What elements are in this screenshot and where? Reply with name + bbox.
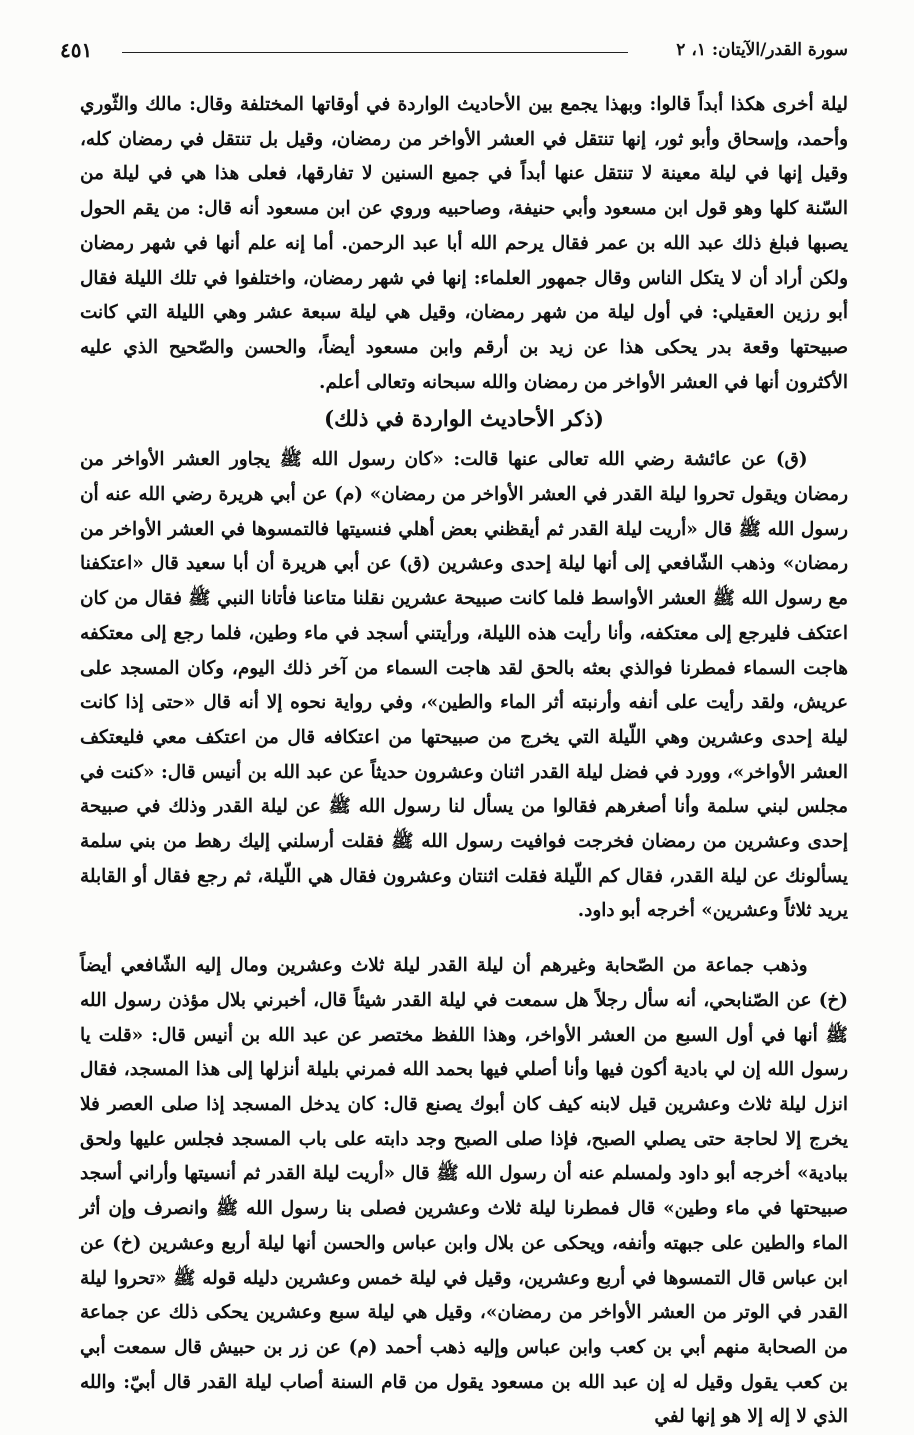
- header-rule: [122, 52, 628, 53]
- section-title: (ذكر الأحاديث الواردة في ذلك): [324, 407, 604, 433]
- page-number: ٤٥١: [60, 38, 93, 62]
- page-header: [60, 38, 848, 68]
- paragraph-opinions: وذهب جماعة من الصّحابة وغيرهم أن ليلة القدر ليلة ثلاث وعشرين ومال إليه الشّافعي أيضاً (خ) عن الصّنابحي، أنه سأل رجلاً هل سمعت في ليلة القدر شيئاً قال، أخبرني بلال مؤذن رسول الله ﷺ أنها في أول السبع من العشر الأواخر، وهذا اللفظ مختصر عن عبد الله بن أنيس قال: «قلت يا رسول الله إن لي بادية أكون فيها وأنا أصلي فيها بحمد الله فمرني بليلة أنزلها إلى هذا المسجد، فقال انزل ليلة ثلاث وعشرين قيل لابنه كيف كان أبوك يصنع قال: كان يدخل المسجد إذا صلى العصر فلا يخرج إلا لحاجة حتى يصلي الصبح، فإذا صلى الصبح وجد دابته على باب المسجد فجلس عليها ولحق ببادية» أخرجه أبو داود ولمسلم عنه أن رسول الله ﷺ قال «أريت ليلة القدر ثم أنسيتها وأراني أسجد صبيحتها في ماء وطين» قال فمطرنا ليلة ثلاث وعشرين فصلى بنا رسول الله ﷺ وانصرف وإن أثر الماء والطين على جبهته وأنفه، ويحكى عن بلال وابن عباس والحسن أنها ليلة أربع وعشرين (خ) عن ابن عباس قال التمسوها في أربع وعشرين، وقيل في ليلة خمس وعشرين دليله قوله ﷺ «تحروا ليلة القدر في الوتر من العشر الأواخر من رمضان»، وقيل هي ليلة سبع وعشرين يحكى ذلك عن جماعة من الصحابة منهم أبي بن كعب وابن عباس وإليه ذهب أحمد (م) عن زر بن حبيش قال سمعت أبي بن كعب يقول وقيل له إن عبد الله بن مسعود يقول من قام السنة أصاب ليلة القدر قال أبيّ: والله الذي لا إله إلا هو إنها لفي: [80, 955, 848, 1428]
- running-title: سورة القدر/الآيتان: ١، ٢: [676, 40, 848, 60]
- paragraph-opening: ليلة أخرى هكذا أبداً قالوا: وبهذا يجمع بين الأحاديث الواردة في أوقاتها المختلفة وقال: مالك والثّوري وأحمد، وإسحاق وأبو ثور، إنها تنتقل في العشر الأواخر من رمضان، وقيل بل تنتقل في رمضان كله، وقيل إنها في ليلة معينة لا تنتقل عنها أبداً في جميع السنين لا تفارقها، فعلى هذا هي في ليلة من السّنة كلها وهو قول ابن مسعود وأبي حنيفة، وصاحبيه وروي عن ابن مسعود أنه قال: من يقم الحول يصبها فبلغ ذلك عبد الله بن عمر فقال يرحم الله أبا عبد الرحمن. أما إنه علم أنها في شهر رمضان ولكن أراد أن لا يتكل الناس وقال جمهور العلماء: إنها في شهر رمضان، واختلفوا في تلك الليلة فقال أبو رزين العقيلي: في أول ليلة من شهر رمضان، وقيل هي ليلة سبعة عشر وهي الليلة التي كانت صبيحتها وقعة بدر يحكى هذا عن زيد بن أرقم وابن مسعود أيضاً، والحسن والصّحيح الذي عليه الأكثرون أنها في العشر الأواخر من رمضان والله سبحانه وتعالى أعلم.: [80, 94, 848, 393]
- paragraph-gap: [80, 929, 848, 949]
- body-text: [80, 88, 848, 1435]
- paragraph-hadiths: (ق) عن عائشة رضي الله تعالى عنها قالت: «كان رسول الله ﷺ يجاور العشر الأواخر من رمضان ويقول تحروا ليلة القدر في العشر الأواخر من رمضان» (م) عن أبي هريرة رضي الله عنه أن رسول الله ﷺ قال «أريت ليلة القدر ثم أيقظني بعض أهلي فنسيتها فالتمسوها في العشر الأواخر من رمضان» وذهب الشّافعي إلى أنها ليلة إحدى وعشرين (ق) عن أبي هريرة أن أبا سعيد قال «اعتكفنا مع رسول الله ﷺ العشر الأواسط فلما كانت صبيحة عشرين نقلنا متاعنا فأتانا النبي ﷺ فقال من كان اعتكف فليرجع إلى معتكفه، وأنا رأيت هذه الليلة، ورأيتني أسجد في ماء وطين، فلما رجع إلى معتكفه هاجت السماء فمطرنا فوالذي بعثه بالحق لقد هاجت السماء من آخر ذلك اليوم، وكان المسجد على عريش، ولقد رأيت على أنفه وأرنبته أثر الماء والطين»، وفي رواية نحوه إلا أنه قال «حتى إذا كانت ليلة إحدى وعشرين وهي اللّيلة التي يخرج من صبيحتها من اعتكافه قال من اعتكف معي فليعتكف العشر الأواخر»، وورد في فضل ليلة القدر اثنان وعشرون حديثاً عن عبد الله بن أنيس قال: «كنت في مجلس لبني سلمة وأنا أصغرهم فقالوا من يسأل لنا رسول الله ﷺ عن ليلة القدر وذلك في صبيحة إحدى وعشرين من رمضان فخرجت فوافيت رسول الله ﷺ فقلت أرسلني إليك رهط من بني سلمة يسألونك عن ليلة القدر، فقال كم اللّيلة فقلت اثنتان وعشرون فقال هي اللّيلة، ثم رجع فقال أو القابلة يريد ثلاثاً وعشرين» أخرجه أبو داود.: [80, 449, 848, 922]
